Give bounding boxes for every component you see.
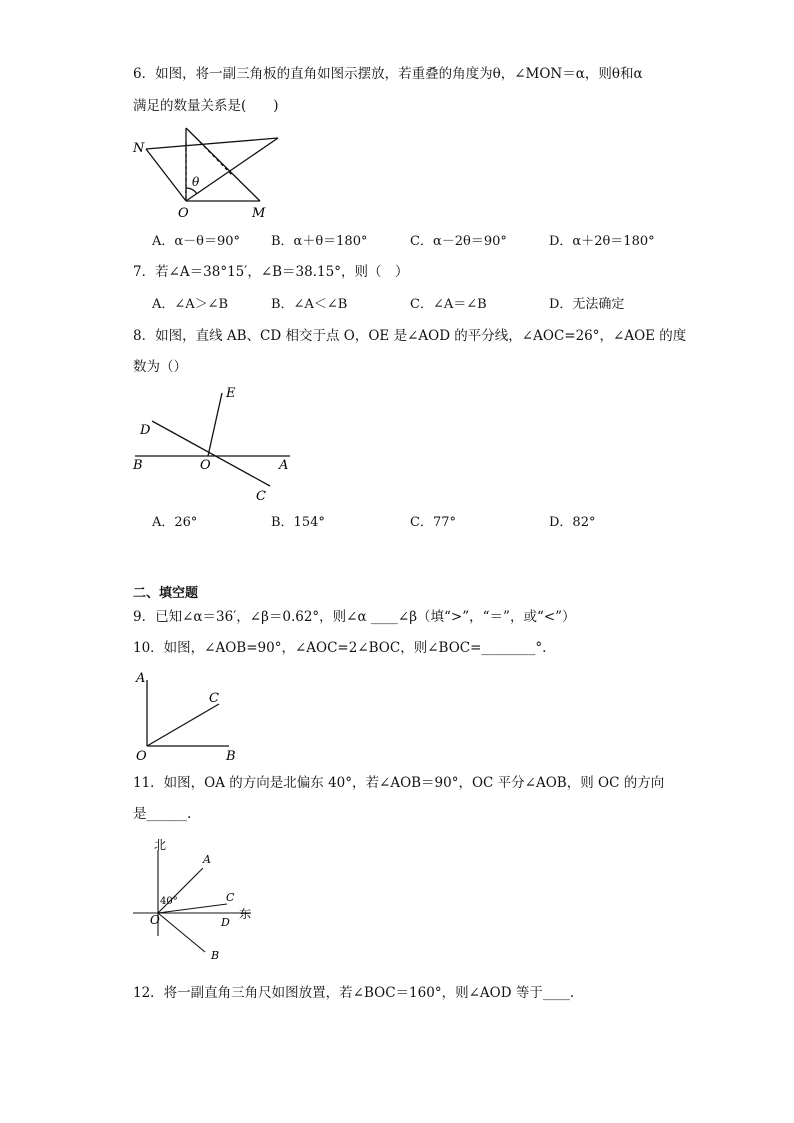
q8-label-B: B — [133, 458, 143, 473]
q8-option-d[interactable]: D．82° — [549, 515, 596, 530]
q6-long-edge — [186, 138, 278, 201]
q6-label-theta: θ — [192, 175, 200, 189]
q8-option-c[interactable]: C．77° — [410, 515, 456, 530]
q6-label-N: N — [133, 141, 145, 156]
q12-stem: 12．将一副直角三角尺如图放置，若∠BOC＝160°，则∠AOD 等于____. — [133, 985, 575, 1001]
q11-stem-line1: 11．如图，OA 的方向是北偏东 40°，若∠AOB＝90°，OC 平分∠AOB，则 OC 的方向 — [133, 775, 665, 791]
q11-stem-line2: 是______. — [133, 806, 192, 822]
q11-label-D: D — [221, 916, 230, 929]
q10-label-O: O — [136, 749, 147, 764]
q10-label-A: A — [136, 671, 146, 686]
q8-line-CD — [152, 421, 270, 486]
q8-stem-line2: 数为（） — [133, 359, 187, 375]
q8-ray-OE — [208, 393, 222, 456]
q10-ray-OC — [147, 704, 219, 746]
q6-option-d[interactable]: D．α＋2θ＝180° — [549, 234, 655, 249]
section-fill-blank-title: 二、填空题 — [133, 586, 199, 601]
q6-label-O: O — [178, 206, 189, 221]
q11-ray-OB — [158, 913, 205, 952]
q8-label-O: O — [200, 458, 211, 473]
q11-label-40deg: 40° — [160, 896, 178, 907]
q9-stem: 9．已知∠α＝36′，∠β＝0.62°，则∠α ____∠β（填“>”，“＝”，或“<”） — [133, 609, 576, 625]
q6-top-edge — [146, 138, 278, 149]
q8-option-b[interactable]: B．154° — [271, 515, 325, 530]
q10-label-B: B — [226, 749, 236, 764]
q11-label-A: A — [203, 853, 211, 866]
q10-stem: 10．如图，∠AOB=90°，∠AOC=2∠BOC，则∠BOC=________°. — [133, 640, 547, 656]
q10-figure — [133, 666, 243, 764]
q8-figure — [130, 383, 295, 508]
q8-stem-line1: 8．如图，直线 AB、CD 相交于点 O，OE 是∠AOD 的平分线，∠AOC=26°，∠AOE 的度 — [133, 328, 687, 344]
q8-option-a[interactable]: A．26° — [152, 515, 198, 530]
q8-label-D: D — [140, 423, 151, 438]
q7-stem: 7．若∠A＝38°15′，∠B＝38.15°，则（ ） — [133, 264, 409, 280]
q8-label-C: C — [256, 489, 266, 504]
q6-label-M: M — [252, 206, 266, 221]
q11-label-B: B — [211, 949, 220, 962]
q11-label-C: C — [226, 891, 235, 904]
q6-option-b[interactable]: B．α＋θ＝180° — [271, 234, 368, 249]
q7-option-d[interactable]: D．无法确定 — [549, 297, 625, 312]
q8-label-A: A — [279, 458, 289, 473]
q11-label-O: O — [150, 913, 160, 927]
q10-label-C: C — [209, 691, 219, 706]
q6-stem-line1: 6．如图，将一副三角板的直角如图示摆放，若重叠的角度为θ，∠MON＝α，则θ和α — [133, 66, 643, 82]
q6-stem-line2: 满足的数量关系是( ) — [133, 98, 279, 114]
q8-label-E: E — [226, 386, 236, 401]
q6-option-c[interactable]: C．α－2θ＝90° — [410, 234, 507, 249]
q7-option-a[interactable]: A．∠A＞∠B — [152, 297, 229, 312]
q11-label-east: 东 — [239, 907, 252, 921]
q6-left-edge-ON — [146, 149, 186, 201]
q6-figure — [130, 120, 290, 225]
q7-option-c[interactable]: C．∠A＝∠B — [410, 297, 487, 312]
q11-figure — [133, 836, 258, 966]
q7-option-b[interactable]: B．∠A＜∠B — [271, 297, 348, 312]
q11-label-north: 北 — [154, 838, 167, 852]
q6-option-a[interactable]: A．α－θ＝90° — [152, 234, 241, 249]
q6-right-hypotenuse — [186, 128, 260, 201]
